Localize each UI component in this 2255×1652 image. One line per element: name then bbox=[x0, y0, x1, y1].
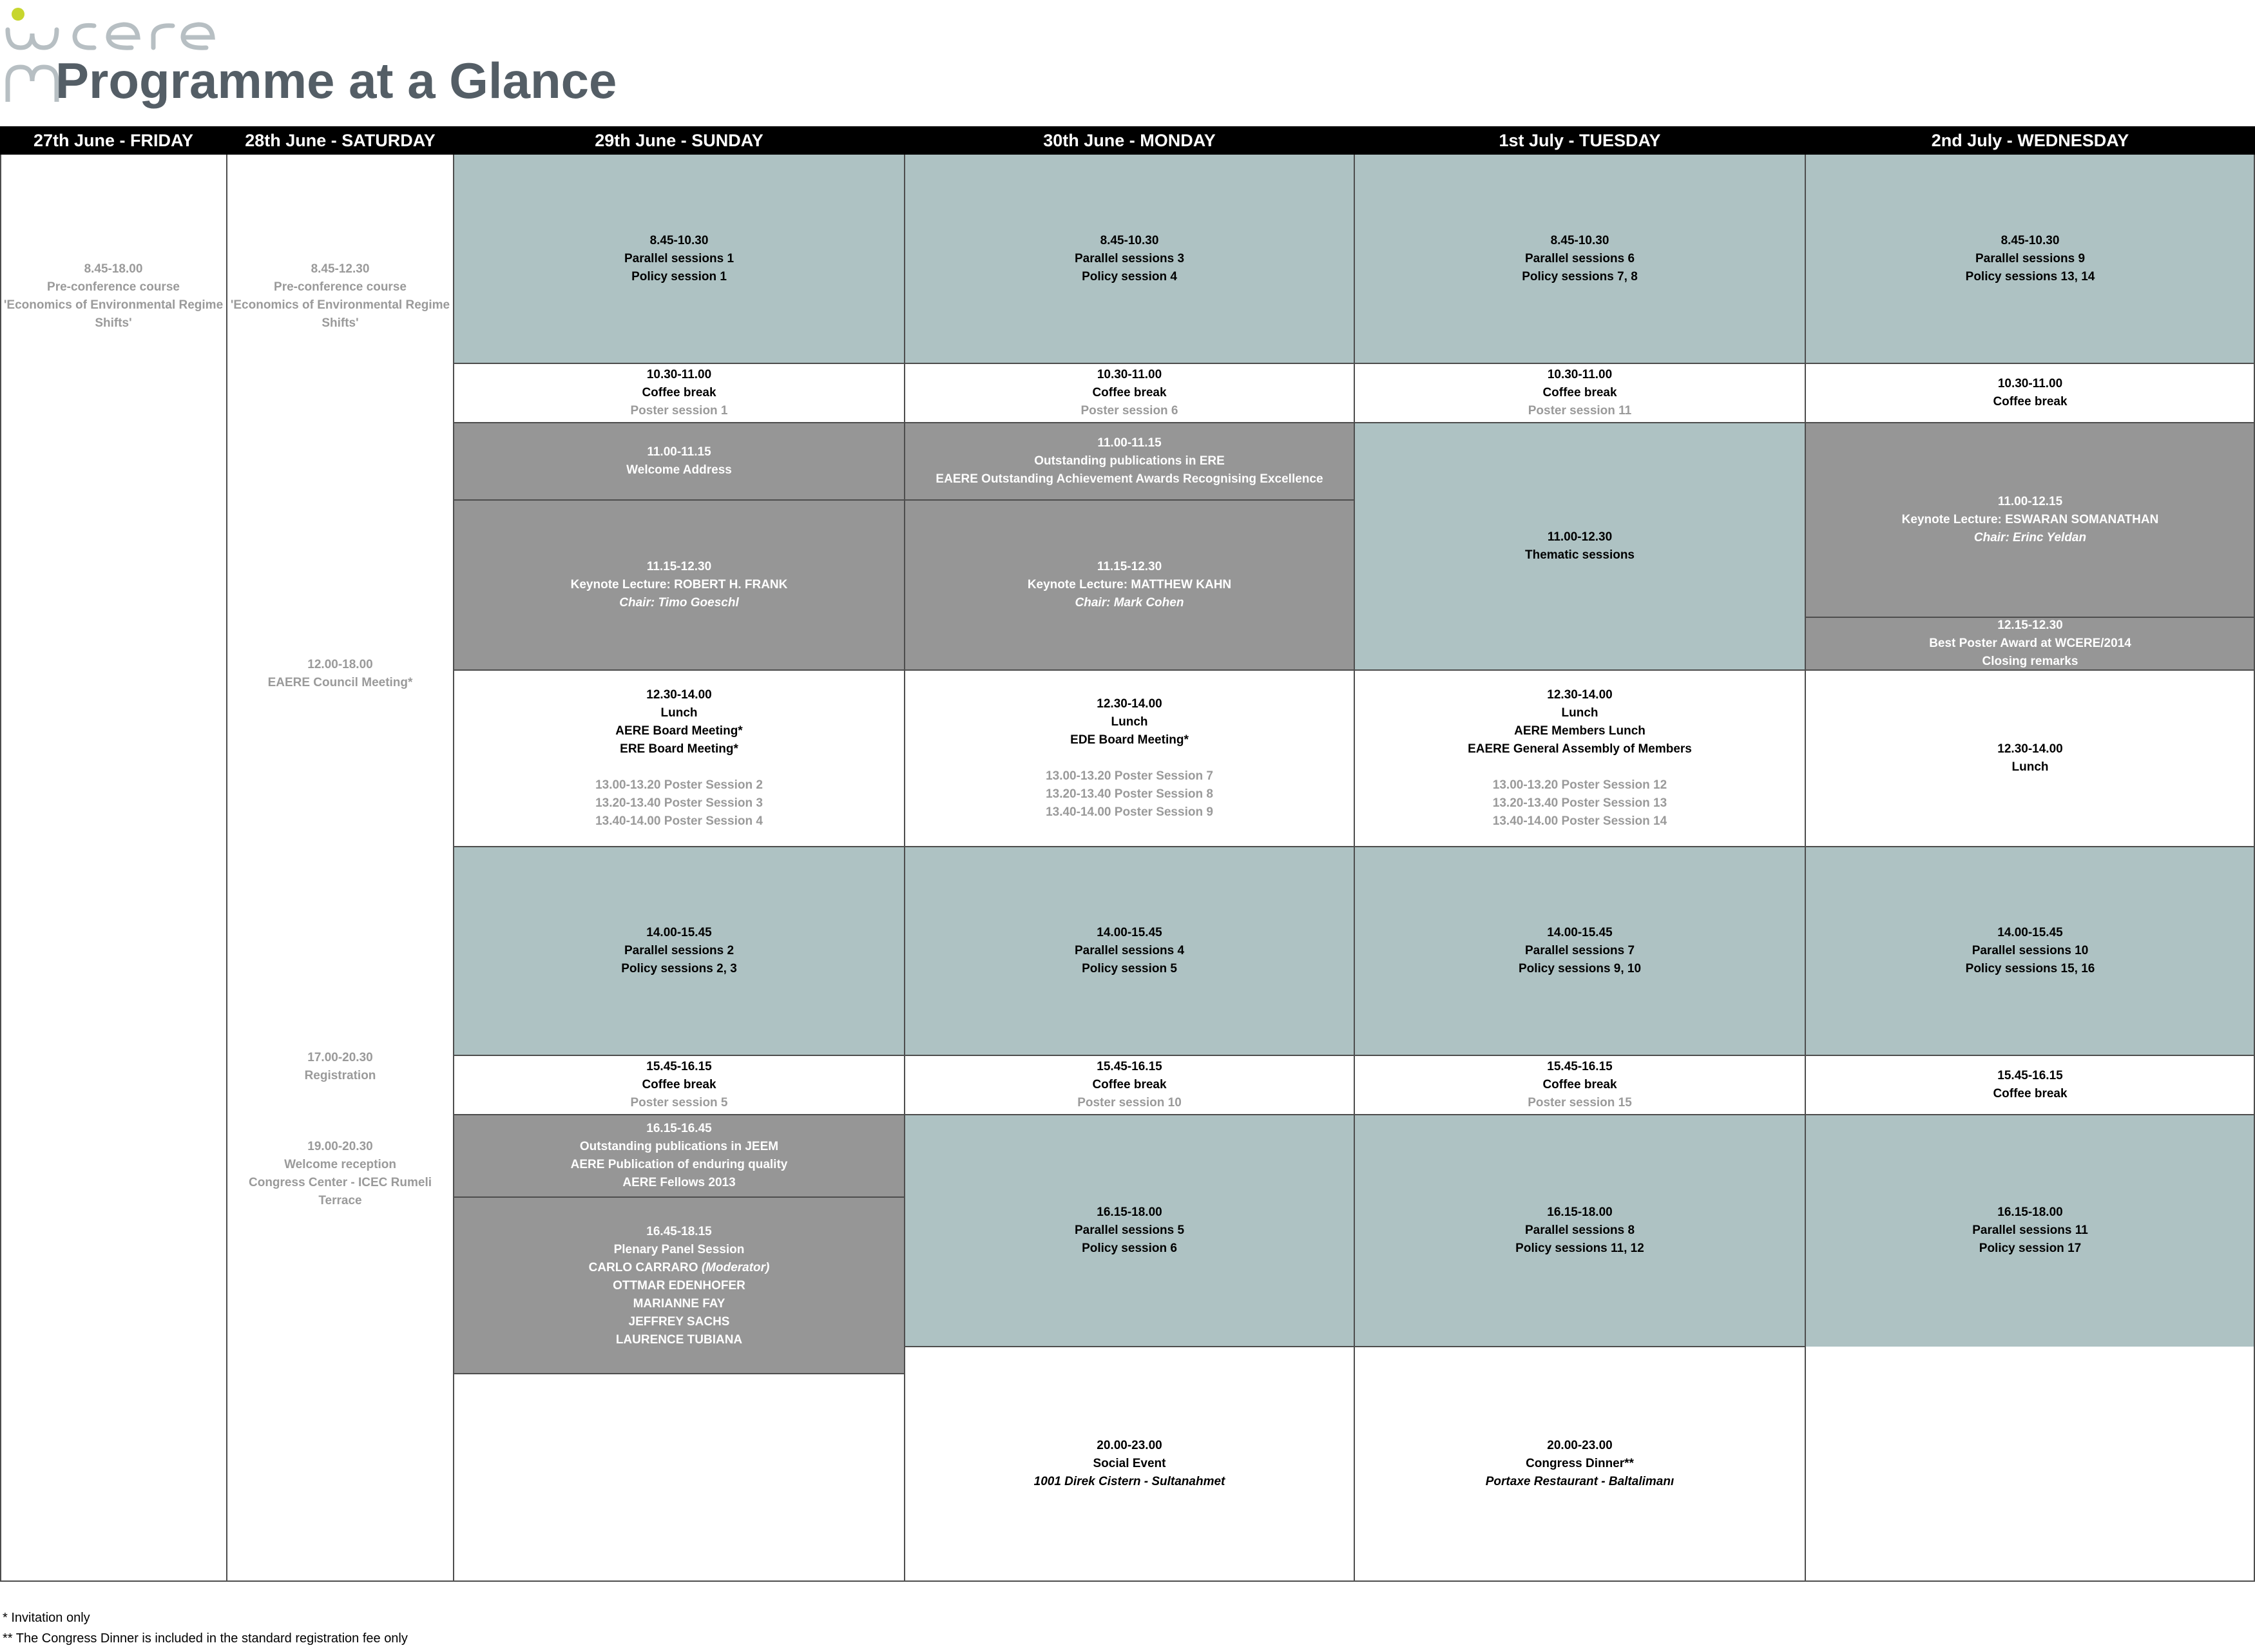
session-line: EDE Board Meeting* bbox=[1070, 733, 1189, 747]
session-time: 10.30-11.00 bbox=[1547, 368, 1613, 381]
monday-lunch bbox=[905, 670, 1354, 847]
session-line: Coffee break bbox=[1092, 386, 1167, 399]
session-time: 11.00-11.15 bbox=[1097, 436, 1162, 450]
tuesday-coffee-break-2 bbox=[1354, 1055, 1805, 1115]
session-line: Coffee break bbox=[1542, 1078, 1617, 1091]
session-line: Coffee break bbox=[642, 386, 716, 399]
footnote-dinner: ** The Congress Dinner is included in the standard registration fee only bbox=[3, 1631, 408, 1646]
panelist: OTTMAR EDENHOFER bbox=[613, 1279, 745, 1292]
poster-session: 13.40-14.00 Poster Session 9 bbox=[1046, 805, 1213, 819]
poster-session: 13.20-13.40 Poster Session 3 bbox=[595, 796, 763, 810]
session-time: 15.45-16.15 bbox=[1997, 1069, 2063, 1082]
footnote-invitation: * Invitation only bbox=[3, 1611, 90, 1625]
monday-parallel-sessions-5 bbox=[905, 1115, 1354, 1347]
session-time: 10.30-11.00 bbox=[1097, 368, 1162, 381]
schedule-grid bbox=[0, 155, 2255, 1581]
grid-line bbox=[453, 499, 1355, 501]
logo-dot bbox=[12, 8, 24, 21]
session-line: Parallel sessions 1 bbox=[624, 252, 734, 265]
session-line: Parallel sessions 4 bbox=[1074, 944, 1185, 957]
saturday-welcome-reception bbox=[227, 1138, 454, 1210]
session-line: Lunch bbox=[1111, 715, 1148, 729]
monday-keynote bbox=[905, 500, 1354, 670]
session-time: 12.30-14.00 bbox=[646, 688, 712, 702]
grid-line bbox=[226, 155, 227, 1581]
session-line: Parallel sessions 8 bbox=[1524, 1224, 1635, 1237]
session-line: Policy session 6 bbox=[1082, 1242, 1177, 1255]
session-line: EAERE Council Meeting* bbox=[267, 676, 413, 689]
monday-coffee-break-2 bbox=[905, 1055, 1354, 1115]
grid-line bbox=[453, 155, 454, 1581]
grid-line bbox=[453, 1373, 904, 1374]
session-line: Welcome reception bbox=[284, 1158, 396, 1171]
poster-session: 13.00-13.20 Poster Session 7 bbox=[1046, 769, 1213, 783]
session-line: Congress Dinner** bbox=[1526, 1457, 1634, 1470]
saturday-registration bbox=[227, 1049, 454, 1085]
session-line: Plenary Panel Session bbox=[613, 1243, 745, 1256]
grid-line bbox=[0, 1580, 2255, 1582]
session-time: 16.15-18.00 bbox=[1547, 1205, 1613, 1219]
day-header-monday: 30th June - MONDAY bbox=[1043, 131, 1216, 150]
session-chair: Chair: Erinc Yeldan bbox=[1973, 531, 2087, 544]
session-time: 19.00-20.30 bbox=[307, 1140, 373, 1153]
session-line: Lunch bbox=[660, 706, 698, 720]
panel-moderator bbox=[589, 1259, 770, 1277]
grid-line bbox=[904, 1346, 1805, 1347]
event-venue: 1001 Direk Cistern - Sultanahmet bbox=[1033, 1475, 1225, 1488]
session-line: Policy session 5 bbox=[1082, 962, 1177, 975]
wednesday-parallel-sessions-11 bbox=[1805, 1115, 2255, 1347]
poster-session: 13.20-13.40 Poster Session 8 bbox=[1046, 787, 1213, 801]
session-line: Coffee break bbox=[1993, 395, 2068, 408]
session-time: 15.45-16.15 bbox=[646, 1060, 712, 1073]
session-line: Coffee break bbox=[1993, 1087, 2068, 1100]
session-time: 12.30-14.00 bbox=[1997, 742, 2063, 756]
monday-awards bbox=[905, 423, 1354, 500]
tuesday-parallel-sessions-8 bbox=[1354, 1115, 1805, 1347]
sunday-coffee-break-1 bbox=[454, 363, 905, 423]
poster-session: Poster session 1 bbox=[630, 404, 728, 418]
session-time: 15.45-16.15 bbox=[1547, 1060, 1613, 1073]
session-chair: Chair: Mark Cohen bbox=[1075, 596, 1184, 610]
moderator-role: (Moderator) bbox=[701, 1261, 770, 1274]
saturday-council-meeting bbox=[227, 656, 454, 692]
session-time: 8.45-10.30 bbox=[649, 234, 709, 247]
session-time: 17.00-20.30 bbox=[307, 1051, 373, 1064]
session-line: Registration bbox=[304, 1069, 376, 1082]
wednesday-lunch bbox=[1805, 670, 2255, 847]
session-line: AERE Board Meeting* bbox=[615, 724, 743, 738]
session-time: 10.30-11.00 bbox=[646, 368, 712, 381]
session-line: Best Poster Award at WCERE/2014 bbox=[1929, 637, 2131, 650]
session-time: 11.15-12.30 bbox=[646, 560, 712, 573]
grid-line bbox=[453, 846, 2255, 847]
tuesday-parallel-sessions-6 bbox=[1354, 155, 1805, 363]
session-line: Parallel sessions 5 bbox=[1074, 1224, 1185, 1237]
session-line: Policy sessions 11, 12 bbox=[1515, 1242, 1644, 1255]
poster-session: 13.00-13.20 Poster Session 2 bbox=[595, 778, 763, 792]
tuesday-congress-dinner bbox=[1354, 1347, 1805, 1581]
session-line: 'Economics of Environmental Regime bbox=[230, 298, 450, 312]
sunday-lunch bbox=[454, 670, 905, 847]
session-time: 10.30-11.00 bbox=[1997, 377, 2063, 390]
session-line: Policy sessions 9, 10 bbox=[1518, 962, 1642, 975]
session-line: EAERE Outstanding Achievement Awards Recognising Excellence bbox=[936, 472, 1323, 486]
poster-session: Poster session 10 bbox=[1077, 1096, 1182, 1109]
session-line: EAERE General Assembly of Members bbox=[1468, 742, 1692, 756]
session-line: Thematic sessions bbox=[1524, 548, 1635, 562]
session-line: Parallel sessions 9 bbox=[1975, 252, 2086, 265]
session-line: Keynote Lecture: MATTHEW KAHN bbox=[1027, 578, 1232, 591]
wednesday-parallel-sessions-10 bbox=[1805, 847, 2255, 1055]
session-time: 12.00-18.00 bbox=[307, 658, 373, 671]
monday-social-event bbox=[905, 1347, 1354, 1581]
grid-line bbox=[453, 1055, 2255, 1056]
grid-line bbox=[1805, 617, 2255, 618]
session-line: Parallel sessions 6 bbox=[1524, 252, 1635, 265]
sunday-coffee-break-2 bbox=[454, 1055, 905, 1115]
event-venue: Portaxe Restaurant - Baltalimanı bbox=[1485, 1475, 1674, 1488]
sunday-parallel-sessions-2 bbox=[454, 847, 905, 1055]
grid-line bbox=[1805, 155, 1806, 1581]
sunday-outstanding-publications bbox=[454, 1115, 905, 1197]
session-time: 16.45-18.15 bbox=[646, 1225, 712, 1238]
session-line: Coffee break bbox=[642, 1078, 716, 1091]
session-time: 11.00-12.30 bbox=[1547, 530, 1613, 544]
poster-session: 13.40-14.00 Poster Session 14 bbox=[1492, 814, 1667, 828]
session-line: Policy session 1 bbox=[631, 270, 727, 283]
session-line: Shifts' bbox=[95, 316, 132, 330]
session-time: 12.30-14.00 bbox=[1097, 697, 1162, 711]
sunday-empty-evening bbox=[454, 1374, 905, 1581]
page-title: Programme at a Glance bbox=[55, 52, 617, 109]
session-time: 12.30-14.00 bbox=[1547, 688, 1613, 702]
tuesday-lunch bbox=[1354, 670, 1805, 847]
session-time: 8.45-10.30 bbox=[1550, 234, 1609, 247]
session-time: 15.45-16.15 bbox=[1097, 1060, 1162, 1073]
session-time: 14.00-15.45 bbox=[646, 926, 712, 939]
poster-session: Poster session 11 bbox=[1528, 404, 1632, 418]
session-line: Policy session 4 bbox=[1082, 270, 1177, 283]
day-header-tuesday: 1st July - TUESDAY bbox=[1499, 131, 1661, 150]
session-line: Social Event bbox=[1093, 1457, 1166, 1470]
session-line: Parallel sessions 10 bbox=[1972, 944, 2089, 957]
panelist: JEFFREY SACHS bbox=[628, 1315, 730, 1329]
wednesday-empty-evening bbox=[1805, 1347, 2255, 1581]
session-time: 16.15-16.45 bbox=[646, 1122, 712, 1135]
wednesday-parallel-sessions-9 bbox=[1805, 155, 2255, 363]
session-line: Parallel sessions 3 bbox=[1074, 252, 1185, 265]
session-line: Parallel sessions 11 bbox=[1972, 1224, 2088, 1237]
moderator-name: CARLO CARRARO bbox=[588, 1261, 702, 1274]
session-line: Lunch bbox=[1561, 706, 1598, 720]
poster-session: 13.00-13.20 Poster Session 12 bbox=[1492, 778, 1667, 792]
session-line: Closing remarks bbox=[1982, 655, 2078, 668]
session-time: 11.15-12.30 bbox=[1097, 560, 1162, 573]
poster-session: Poster session 5 bbox=[630, 1096, 728, 1109]
panelist: MARIANNE FAY bbox=[633, 1297, 725, 1311]
session-line: Lunch bbox=[2011, 760, 2049, 774]
session-line: ERE Board Meeting* bbox=[620, 742, 738, 756]
session-line: Policy sessions 2, 3 bbox=[621, 962, 737, 975]
session-line: AERE Publication of enduring quality bbox=[570, 1158, 788, 1171]
sunday-plenary-panel bbox=[454, 1197, 905, 1374]
session-time: 8.45-10.30 bbox=[1100, 234, 1159, 247]
session-time: 8.45-10.30 bbox=[2001, 234, 2060, 247]
poster-session: Poster session 15 bbox=[1528, 1096, 1632, 1109]
panelist: LAURENCE TUBIANA bbox=[615, 1333, 743, 1347]
session-line: Welcome Address bbox=[626, 463, 732, 477]
grid-line bbox=[453, 1114, 2255, 1115]
session-time: 8.45-12.30 bbox=[311, 262, 370, 276]
monday-coffee-break-1 bbox=[905, 363, 1354, 423]
session-time: 14.00-15.45 bbox=[1097, 926, 1162, 939]
saturday-preconference bbox=[227, 260, 454, 332]
session-time: 20.00-23.00 bbox=[1547, 1439, 1613, 1452]
grid-line bbox=[904, 155, 905, 1581]
session-line: Keynote Lecture: ROBERT H. FRANK bbox=[570, 578, 788, 591]
session-line: Shifts' bbox=[321, 316, 359, 330]
poster-session: 13.40-14.00 Poster Session 4 bbox=[595, 814, 763, 828]
session-line: Outstanding publications in JEEM bbox=[579, 1140, 779, 1153]
session-line: Coffee break bbox=[1542, 386, 1617, 399]
session-line: Outstanding publications in ERE bbox=[1034, 454, 1225, 468]
monday-parallel-sessions-3 bbox=[905, 155, 1354, 363]
session-line: Policy session 17 bbox=[1979, 1242, 2082, 1255]
grid-line bbox=[0, 155, 1, 1581]
session-line: Policy sessions 15, 16 bbox=[1965, 962, 2095, 975]
session-time: 11.00-11.15 bbox=[647, 445, 711, 459]
tuesday-thematic-sessions bbox=[1354, 423, 1805, 670]
poster-session: Poster session 6 bbox=[1080, 404, 1178, 418]
session-time: 20.00-23.00 bbox=[1097, 1439, 1162, 1452]
tuesday-parallel-sessions-7 bbox=[1354, 847, 1805, 1055]
session-time: 14.00-15.45 bbox=[1997, 926, 2063, 939]
day-header-wednesday: 2nd July - WEDNESDAY bbox=[1931, 131, 2129, 150]
grid-line bbox=[1354, 155, 1355, 1581]
sunday-welcome-address bbox=[454, 423, 905, 500]
sunday-keynote bbox=[454, 500, 905, 670]
poster-session: 13.20-13.40 Poster Session 13 bbox=[1492, 796, 1667, 810]
saturday-column bbox=[227, 155, 454, 1581]
day-header-saturday: 28th June - SATURDAY bbox=[245, 131, 436, 150]
session-line: Pre-conference course bbox=[47, 280, 180, 294]
session-line: AERE Fellows 2013 bbox=[622, 1176, 736, 1189]
session-time: 16.15-18.00 bbox=[1997, 1205, 2063, 1219]
wednesday-coffee-break-2 bbox=[1805, 1055, 2255, 1115]
session-line: Coffee break bbox=[1092, 1078, 1167, 1091]
wednesday-best-poster-award bbox=[1805, 617, 2255, 670]
friday-preconference bbox=[0, 155, 227, 1581]
session-line: Keynote Lecture: ESWARAN SOMANATHAN bbox=[1901, 513, 2159, 526]
tuesday-coffee-break-1 bbox=[1354, 363, 1805, 423]
session-line: Parallel sessions 7 bbox=[1524, 944, 1635, 957]
session-line: Terrace bbox=[318, 1194, 362, 1207]
day-header-sunday: 29th June - SUNDAY bbox=[595, 131, 763, 150]
session-line: Pre-conference course bbox=[274, 280, 407, 294]
session-time: 12.15-12.30 bbox=[1997, 619, 2063, 632]
day-header-friday: 27th June - FRIDAY bbox=[33, 131, 194, 150]
grid-line bbox=[453, 422, 2255, 423]
grid-line bbox=[453, 1196, 904, 1198]
session-chair: Chair: Timo Goeschl bbox=[619, 596, 739, 610]
monday-parallel-sessions-4 bbox=[905, 847, 1354, 1055]
session-time: 14.00-15.45 bbox=[1547, 926, 1613, 939]
wednesday-keynote bbox=[1805, 423, 2255, 617]
session-time: 8.45-18.00 bbox=[84, 262, 143, 276]
session-line: Policy sessions 13, 14 bbox=[1965, 270, 2095, 283]
session-time: 11.00-12.15 bbox=[1997, 495, 2063, 508]
wednesday-coffee-break-1 bbox=[1805, 363, 2255, 423]
session-line: 'Economics of Environmental Regime bbox=[3, 298, 224, 312]
session-line: Policy sessions 7, 8 bbox=[1522, 270, 1638, 283]
grid-line bbox=[453, 669, 2255, 671]
session-line: AERE Members Lunch bbox=[1514, 724, 1646, 738]
session-line: Congress Center - ICEC Rumeli bbox=[249, 1176, 432, 1189]
session-line: Parallel sessions 2 bbox=[624, 944, 734, 957]
grid-line bbox=[453, 363, 2255, 364]
session-time: 16.15-18.00 bbox=[1097, 1205, 1162, 1219]
sunday-parallel-sessions-1 bbox=[454, 155, 905, 363]
